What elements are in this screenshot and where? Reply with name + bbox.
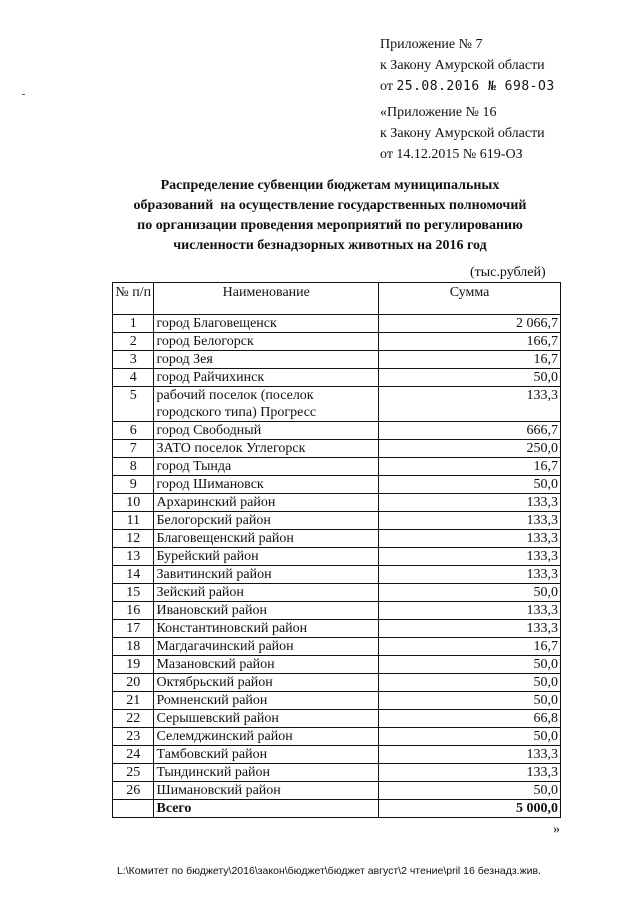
row-name: Ивановский район [154,602,379,620]
appendix-7-law: к Закону Амурской области [380,58,545,73]
table-header-row [113,283,561,315]
row-name: город Белогорск [154,333,379,351]
row-name: город Благовещенск [154,315,379,333]
table-row [113,369,561,387]
row-sum: 50,0 [379,476,561,494]
appendix-16-date: от 14.12.2015 № 619-ОЗ [380,147,523,162]
row-number: 14 [113,566,154,584]
row-sum: 166,7 [379,333,561,351]
row-number: 23 [113,728,154,746]
table-row [113,746,561,764]
title-line-1: Распределение субвенции бюджетам муниципальных [160,178,500,193]
row-name: Селемджинский район [154,728,379,746]
row-name: Завитинский район [154,566,379,584]
row-sum: 50,0 [379,728,561,746]
row-sum: 50,0 [379,369,561,387]
row-name: город Тында [154,458,379,476]
row-sum: 133,3 [379,530,561,548]
row-number: 4 [113,369,154,387]
row-number: 26 [113,782,154,800]
row-sum: 133,3 [379,387,561,422]
row-name: Белогорский район [154,512,379,530]
row-number: 13 [113,548,154,566]
closing-quote: » [553,822,560,837]
header-name: Наименование [154,283,379,315]
total-row [113,800,561,818]
row-number: 21 [113,692,154,710]
row-name: Мазановский район [154,656,379,674]
scan-speck [22,94,25,95]
table-row [113,387,561,422]
row-name: Ромненский район [154,692,379,710]
table-row [113,620,561,638]
row-number: 22 [113,710,154,728]
row-sum: 133,3 [379,548,561,566]
table-row [113,674,561,692]
total-number-cell [113,800,154,818]
table-row [113,351,561,369]
row-name: город Свободный [154,422,379,440]
row-number: 1 [113,315,154,333]
appendix-7-date-stamp: 25.08.2016 № 698-ОЗ [396,79,555,94]
row-name: город Зея [154,351,379,369]
row-number: 8 [113,458,154,476]
table-row [113,422,561,440]
table-row [113,782,561,800]
row-sum: 66,8 [379,710,561,728]
table-row [113,764,561,782]
row-name: Бурейский район [154,548,379,566]
row-number: 20 [113,674,154,692]
row-number: 5 [113,387,154,422]
row-sum: 50,0 [379,692,561,710]
row-number: 16 [113,602,154,620]
table-row [113,566,561,584]
row-number: 17 [113,620,154,638]
row-sum: 133,3 [379,512,561,530]
row-sum: 133,3 [379,764,561,782]
row-number: 10 [113,494,154,512]
appendix-7-number: Приложение № 7 [380,37,483,52]
row-number: 9 [113,476,154,494]
table-row [113,692,561,710]
table-row [113,476,561,494]
total-sum: 5 000,0 [379,800,561,818]
table-row [113,638,561,656]
row-number: 24 [113,746,154,764]
row-sum: 16,7 [379,458,561,476]
row-number: 3 [113,351,154,369]
row-sum: 16,7 [379,638,561,656]
row-name: город Райчихинск [154,369,379,387]
appendix-16-law: к Закону Амурской области [380,126,545,141]
appendix-16-number: «Приложение № 16 [380,105,497,120]
table-row [113,710,561,728]
row-number: 7 [113,440,154,458]
row-name: Октябрьский район [154,674,379,692]
row-number: 6 [113,422,154,440]
row-sum: 133,3 [379,494,561,512]
table-row [113,656,561,674]
row-sum: 133,3 [379,602,561,620]
table-row [113,602,561,620]
title-line-3: по организации проведения мероприятий по регулированию [137,218,523,233]
table-body [113,315,561,800]
row-sum: 50,0 [379,674,561,692]
row-sum: 133,3 [379,746,561,764]
row-sum: 50,0 [379,656,561,674]
appendix-7-date [380,76,555,97]
row-name: Тамбовский район [154,746,379,764]
row-sum: 50,0 [379,782,561,800]
row-number: 11 [113,512,154,530]
appendix-7-date-prefix: от [380,79,393,94]
document-title [120,176,540,256]
table-row [113,584,561,602]
table-row [113,728,561,746]
table-row [113,548,561,566]
header-sum: Сумма [379,283,561,315]
header-number: № п/п [113,283,154,315]
row-name: Константиновский район [154,620,379,638]
row-name: рабочий поселок (поселок городского типа) Прогресс [154,387,379,422]
row-number: 19 [113,656,154,674]
row-name: Серышевский район [154,710,379,728]
table-row [113,512,561,530]
title-line-4: численности безнадзорных животных на 2016 год [173,238,487,253]
row-number: 15 [113,584,154,602]
appendix-16-header [380,102,545,165]
row-number: 12 [113,530,154,548]
row-number: 25 [113,764,154,782]
file-path-footer: L:\Комитет по бюджету\2016\закон\бюджет\бюджет август\2 чтение\pril 16 безнадз.жив. [117,865,541,877]
row-name: Архаринский район [154,494,379,512]
table-row [113,440,561,458]
row-name: Тындинский район [154,764,379,782]
row-name: город Шимановск [154,476,379,494]
row-sum: 50,0 [379,584,561,602]
row-sum: 250,0 [379,440,561,458]
row-sum: 2 066,7 [379,315,561,333]
subsidy-table [112,282,561,818]
row-sum: 16,7 [379,351,561,369]
appendix-7-header [380,34,555,97]
total-label: Всего [154,800,379,818]
table-row [113,333,561,351]
row-sum: 666,7 [379,422,561,440]
row-sum: 133,3 [379,620,561,638]
table-row [113,458,561,476]
row-number: 2 [113,333,154,351]
table-row [113,315,561,333]
title-line-2: образований на осуществление государственных полномочий [133,198,527,213]
row-name: ЗАТО поселок Углегорск [154,440,379,458]
row-number: 18 [113,638,154,656]
row-name: Магдагачинский район [154,638,379,656]
table-row [113,494,561,512]
row-name: Благовещенский район [154,530,379,548]
currency-unit: (тыс.рублей) [470,265,546,280]
table-row [113,530,561,548]
row-sum: 133,3 [379,566,561,584]
row-name: Шимановский район [154,782,379,800]
row-name: Зейский район [154,584,379,602]
